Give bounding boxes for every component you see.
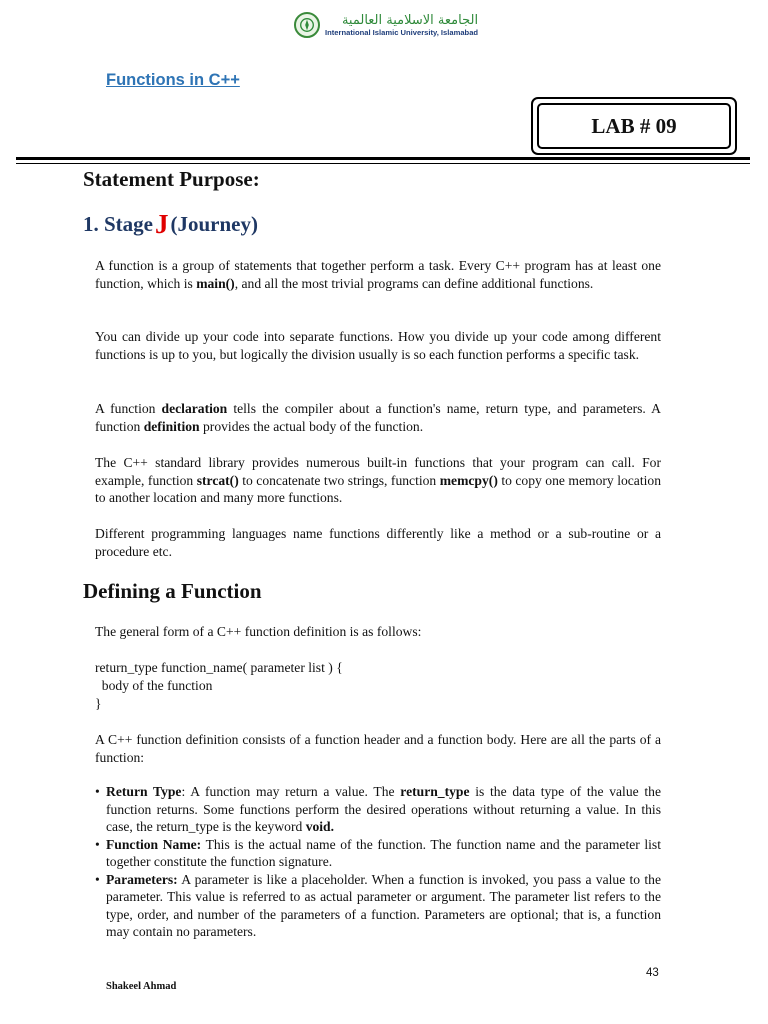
stage-name: (Journey): [170, 212, 258, 236]
page-number: 43: [646, 967, 659, 979]
document-title: Functions in C++: [106, 71, 240, 89]
paragraph-declaration: A function declaration tells the compiler about a function's name, return type, and parameters. A function definition provides the actual body of the function.: [95, 401, 661, 434]
list-item-parameters: • Parameters: A parameter is like a placeholder. When a function is invoked, you pass a value to the parameter. This value is referred to as actual parameter or argument. The parameter list refers to the type, order, and number of the parameters of a function. Parameters are optional; that is, a function may contain no parameters.: [95, 871, 661, 939]
paragraph-general-form: The general form of a C++ function definition is as follows:: [95, 624, 422, 639]
stage-number: 1.: [83, 212, 99, 236]
university-name-english: International Islamic University, Islamabad: [325, 27, 479, 37]
list-item-function-name: • Function Name: This is the actual name of the function. The function name and the parameter list together constitute the function signature.: [95, 836, 661, 869]
paragraph-standard-library: The C++ standard library provides numerous built-in functions that your program can call. For example, function strcat() to concatenate two strings, function memcpy() to copy one memory location to another location and many more functions.: [95, 455, 661, 505]
paragraph-definition-parts: A C++ function definition consists of a function header and a function body. Here are all the parts of a function:: [95, 732, 661, 765]
statement-purpose-heading: Statement Purpose:: [83, 167, 260, 191]
stage-heading: [83, 209, 258, 240]
code-line-body: body of the function: [95, 678, 213, 693]
paragraph-divide-code: You can divide up your code into separate functions. How you divide up your code among different functions is up to you, but logically the division usually is so each function performs a specific task.: [95, 329, 661, 362]
defining-function-heading: Defining a Function: [83, 579, 262, 603]
university-seal-icon: [294, 12, 320, 38]
stage-word: Stage: [104, 212, 153, 236]
university-logo: [294, 12, 478, 38]
header-rule-thin: [16, 163, 750, 164]
paragraph-naming: Different programming languages name functions differently like a method or a sub-routine or a procedure etc.: [95, 526, 661, 559]
code-line-close: }: [95, 696, 102, 711]
author-name: Shakeel Ahmad: [106, 981, 177, 992]
header-rule-thick: [16, 157, 750, 160]
list-item-return-type: • Return Type: A function may return a value. The return_type is the data type of the value the function returns. Some functions perform the desired operations without returning a value. In this case, the return_type is the keyword void.: [95, 784, 661, 834]
stage-letter: J: [155, 209, 169, 239]
paragraph-function-intro: A function is a group of statements that together perform a task. Every C++ program has at least one function, which is main(), and all the most trivial programs can define additional functions.: [95, 258, 661, 291]
function-parts-list: [95, 783, 661, 941]
lab-number-box: [531, 97, 737, 155]
university-name-arabic: الجامعة الاسلامية العالمية: [341, 12, 479, 28]
lab-number-label: LAB # 09: [537, 103, 731, 149]
code-line-signature: return_type function_name( parameter list ) {: [95, 660, 343, 675]
